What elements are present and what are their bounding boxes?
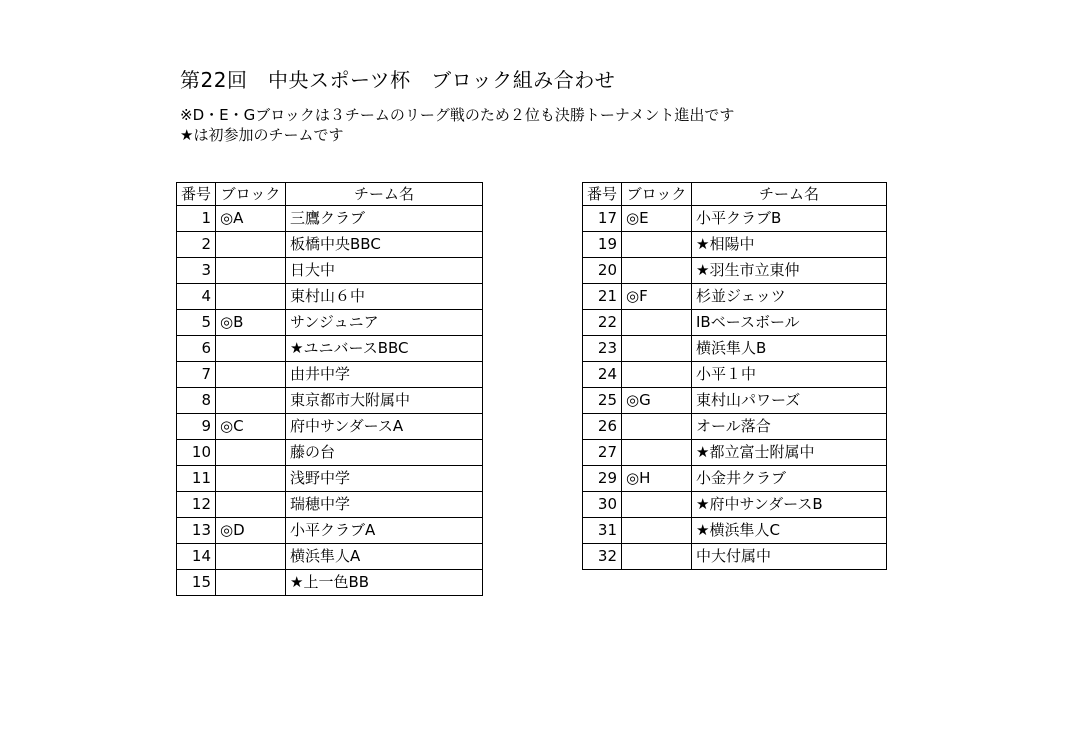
- block-cell: [622, 336, 692, 362]
- table-header-row: [177, 183, 483, 206]
- team-number-cell: 22: [583, 310, 622, 336]
- table-header-row: [583, 183, 887, 206]
- team-number-cell: 25: [583, 388, 622, 414]
- block-cell: ◎D: [216, 518, 286, 544]
- team-name-cell: 中大付属中: [692, 544, 887, 570]
- team-number-cell: 3: [177, 258, 216, 284]
- block-cell: [622, 362, 692, 388]
- block-cell: [216, 570, 286, 596]
- team-name-cell: 東村山６中: [286, 284, 483, 310]
- block-cell: [216, 284, 286, 310]
- block-cell: [216, 258, 286, 284]
- table-row: [177, 414, 483, 440]
- team-number-cell: 5: [177, 310, 216, 336]
- team-number-cell: 1: [177, 206, 216, 232]
- table-row: [583, 284, 887, 310]
- team-number-cell: 24: [583, 362, 622, 388]
- team-name-cell: 小平１中: [692, 362, 887, 388]
- page-title: 第22回 中央スポーツ杯 ブロック組み合わせ: [180, 68, 616, 92]
- team-name-cell: 横浜隼人A: [286, 544, 483, 570]
- team-name-cell: ★相陽中: [692, 232, 887, 258]
- team-name-cell: 府中サンダースA: [286, 414, 483, 440]
- table-row: [583, 466, 887, 492]
- block-cell: [622, 518, 692, 544]
- table-row: [583, 258, 887, 284]
- team-number-cell: 11: [177, 466, 216, 492]
- table-row: [177, 440, 483, 466]
- team-name-cell: サンジュニア: [286, 310, 483, 336]
- team-name-cell: 小平クラブB: [692, 206, 887, 232]
- team-number-cell: 2: [177, 232, 216, 258]
- block-cell: [622, 440, 692, 466]
- block-cell: [622, 492, 692, 518]
- team-name-cell: 小金井クラブ: [692, 466, 887, 492]
- table-row: [583, 232, 887, 258]
- team-number-cell: 14: [177, 544, 216, 570]
- team-number-cell: 27: [583, 440, 622, 466]
- block-header: ブロック: [216, 183, 286, 206]
- team-name-cell: 東村山パワーズ: [692, 388, 887, 414]
- block-cell: ◎A: [216, 206, 286, 232]
- block-cell: [622, 414, 692, 440]
- block-cell: ◎F: [622, 284, 692, 310]
- team-name-cell: 日大中: [286, 258, 483, 284]
- team-name-cell: 横浜隼人B: [692, 336, 887, 362]
- table-row: [177, 518, 483, 544]
- team-number-cell: 7: [177, 362, 216, 388]
- team-name-cell: ★羽生市立東仲: [692, 258, 887, 284]
- team-name-cell: ★上一色BB: [286, 570, 483, 596]
- table-row: [177, 336, 483, 362]
- block-cell: [216, 492, 286, 518]
- table-row: [177, 362, 483, 388]
- team-number-cell: 26: [583, 414, 622, 440]
- table-row: [583, 362, 887, 388]
- team-name-cell: 浅野中学: [286, 466, 483, 492]
- team-name-cell: 三鷹クラブ: [286, 206, 483, 232]
- table-row: [177, 232, 483, 258]
- team-number-cell: 4: [177, 284, 216, 310]
- table-row: [583, 544, 887, 570]
- team-number-cell: 21: [583, 284, 622, 310]
- team-name-cell: 瑞穂中学: [286, 492, 483, 518]
- block-cell: ◎C: [216, 414, 286, 440]
- block-cell: [216, 388, 286, 414]
- block-cell: ◎G: [622, 388, 692, 414]
- team-number-cell: 9: [177, 414, 216, 440]
- block-cell: [216, 466, 286, 492]
- left-block-table: [176, 182, 483, 596]
- block-cell: ◎B: [216, 310, 286, 336]
- team-header: チーム名: [286, 183, 483, 206]
- table-row: [583, 206, 887, 232]
- team-number-cell: 15: [177, 570, 216, 596]
- team-number-cell: 31: [583, 518, 622, 544]
- block-cell: [216, 544, 286, 570]
- table-row: [583, 440, 887, 466]
- table-row: [583, 310, 887, 336]
- team-name-cell: 由井中学: [286, 362, 483, 388]
- block-cell: [622, 258, 692, 284]
- league-note: ※D・E・Gブロックは３チームのリーグ戦のため２位も決勝トーナメント進出です: [180, 106, 735, 124]
- team-number-cell: 30: [583, 492, 622, 518]
- block-cell: [216, 440, 286, 466]
- table-row: [177, 206, 483, 232]
- block-cell: [216, 232, 286, 258]
- team-number-cell: 17: [583, 206, 622, 232]
- table-row: [583, 336, 887, 362]
- table-row: [583, 414, 887, 440]
- team-name-cell: 板橋中央BBC: [286, 232, 483, 258]
- team-number-cell: 12: [177, 492, 216, 518]
- block-cell: [622, 544, 692, 570]
- block-cell: ◎H: [622, 466, 692, 492]
- table-row: [177, 310, 483, 336]
- team-name-cell: ★ユニバースBBC: [286, 336, 483, 362]
- team-name-cell: 東京都市大附属中: [286, 388, 483, 414]
- team-name-cell: ★都立富士附属中: [692, 440, 887, 466]
- table-row: [177, 492, 483, 518]
- block-cell: [622, 232, 692, 258]
- table-row: [177, 544, 483, 570]
- team-name-cell: 藤の台: [286, 440, 483, 466]
- team-number-cell: 10: [177, 440, 216, 466]
- team-number-cell: 20: [583, 258, 622, 284]
- block-cell: [622, 310, 692, 336]
- team-name-cell: ★横浜隼人C: [692, 518, 887, 544]
- block-cell: [216, 362, 286, 388]
- table-row: [177, 258, 483, 284]
- team-name-cell: IBベースボール: [692, 310, 887, 336]
- right-block-table: [582, 182, 887, 570]
- table-row: [177, 388, 483, 414]
- table-row: [583, 492, 887, 518]
- team-name-cell: 杉並ジェッツ: [692, 284, 887, 310]
- table-row: [177, 284, 483, 310]
- team-number-cell: 8: [177, 388, 216, 414]
- block-cell: ◎E: [622, 206, 692, 232]
- number-header: 番号: [583, 183, 622, 206]
- team-name-cell: オール落合: [692, 414, 887, 440]
- team-number-cell: 13: [177, 518, 216, 544]
- table-row: [177, 466, 483, 492]
- table-row: [583, 388, 887, 414]
- team-number-cell: 29: [583, 466, 622, 492]
- team-number-cell: 6: [177, 336, 216, 362]
- team-name-cell: ★府中サンダースB: [692, 492, 887, 518]
- number-header: 番号: [177, 183, 216, 206]
- block-header: ブロック: [622, 183, 692, 206]
- team-number-cell: 23: [583, 336, 622, 362]
- table-row: [177, 570, 483, 596]
- team-number-cell: 19: [583, 232, 622, 258]
- first-participation-note: ★は初参加のチームです: [180, 126, 344, 144]
- table-row: [583, 518, 887, 544]
- team-name-cell: 小平クラブA: [286, 518, 483, 544]
- team-number-cell: 32: [583, 544, 622, 570]
- block-cell: [216, 336, 286, 362]
- team-header: チーム名: [692, 183, 887, 206]
